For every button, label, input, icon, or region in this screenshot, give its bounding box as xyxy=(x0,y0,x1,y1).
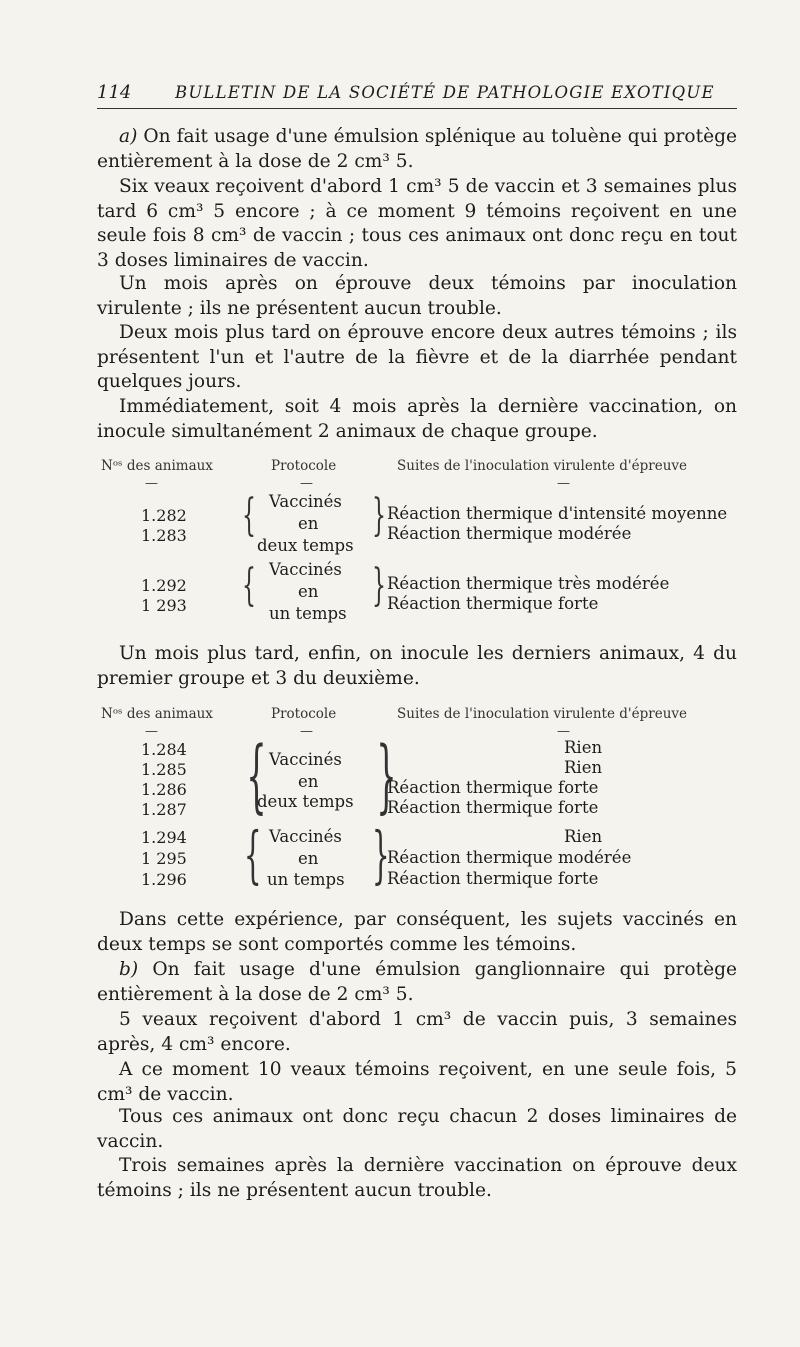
paragraph-10: A ce moment 10 veaux témoins reçoivent, en une seule fois, 5 cm³ de vaccin. xyxy=(97,1059,737,1105)
paragraph-3: Un mois après on éprouve deux témoins par inoculation virulente ; ils ne présentent aucun trouble. xyxy=(97,273,737,319)
table1-brace-right: } xyxy=(372,490,386,541)
paragraph-a-text: On fait usage d'une émulsion splénique au toluène qui protège entièrement à la dose de 2 cm³ 5. xyxy=(97,126,737,172)
table1-protocol: en xyxy=(298,514,319,533)
results-table-2 xyxy=(97,706,747,896)
paragraph-b xyxy=(97,958,737,1007)
table1-header-results: Suites de l'inoculation virulente d'épreuve xyxy=(397,458,687,474)
paragraph-7: Dans cette expérience, par conséquent, les sujets vaccinés en deux temps se sont comportés comme les témoins. xyxy=(97,909,737,955)
table1-brace-left: { xyxy=(242,560,256,611)
table1-animal: 1.292 xyxy=(141,576,187,595)
table2-result: Réaction thermique forte xyxy=(387,869,599,888)
table1-protocol: Vaccinés xyxy=(269,560,342,579)
table2-protocol: deux temps xyxy=(257,792,354,811)
table2-brace-right: } xyxy=(371,818,390,891)
table2-protocol: Vaccinés xyxy=(269,827,342,846)
table1-animal: 1 293 xyxy=(141,596,187,615)
table1-protocol: Vaccinés xyxy=(269,492,342,511)
table2-animal: 1.286 xyxy=(141,780,187,799)
paragraph-a xyxy=(97,125,737,174)
table2-animal: 1.296 xyxy=(141,870,187,889)
table1-protocol: en xyxy=(298,582,319,601)
table2-result: Réaction thermique forte xyxy=(387,778,599,797)
table1-animal: 1.282 xyxy=(141,506,187,525)
table2-animal: 1.284 xyxy=(141,740,187,759)
paragraph-5: Immédiatement, soit 4 mois après la dernière vaccination, on inocule simultanément 2 animaux de chaque groupe. xyxy=(97,396,737,442)
paragraph-11: Tous ces animaux ont donc reçu chacun 2 doses liminaires de vaccin. xyxy=(97,1106,737,1152)
table2-dash: — xyxy=(145,724,158,739)
table2-protocol: Vaccinés xyxy=(269,750,342,769)
table2-result: Rien xyxy=(564,758,603,777)
table2-animal: 1.294 xyxy=(141,828,187,847)
table2-result: Réaction thermique forte xyxy=(387,798,599,817)
section-label-a: a) xyxy=(119,126,138,147)
table2-result: Rien xyxy=(564,827,603,846)
table1-brace-left: { xyxy=(242,490,256,541)
table1-dash: — xyxy=(300,476,313,491)
table1-result: Réaction thermique modérée xyxy=(387,524,632,543)
table1-animal: 1.283 xyxy=(141,526,187,545)
paragraph-4: Deux mois plus tard on éprouve encore deux autres témoins ; ils présentent l'un et l'autre de la fièvre et de la diarrhée pendant quelques jours. xyxy=(97,322,737,392)
table2-protocol: en xyxy=(298,772,319,791)
table1-result: Réaction thermique très modérée xyxy=(387,574,670,593)
table2-header-protocol: Protocole xyxy=(271,706,337,722)
table2-protocol: en xyxy=(298,849,319,868)
paragraph-2: Six veaux reçoivent d'abord 1 cm³ 5 de vaccin et 3 semaines plus tard 6 cm³ 5 encore ; à ce moment 9 témoins reçoivent en une seule fois 8 cm³ de vaccin ; tous ces animaux ont donc reçu en tout 3 doses liminaires de vaccin. xyxy=(97,176,737,271)
section-label-b: b) xyxy=(119,959,139,980)
table2-brace-left: { xyxy=(243,818,262,891)
table2-result: Réaction thermique modérée xyxy=(387,848,632,867)
table2-dash: — xyxy=(557,724,570,739)
table2-animal: 1.287 xyxy=(141,800,187,819)
paragraph-12: Trois semaines après la dernière vaccination on éprouve deux témoins ; ils ne présentent aucun trouble. xyxy=(97,1155,737,1201)
table2-header-animals: Nᵒˢ des animaux xyxy=(101,706,213,722)
table2-brace-right: } xyxy=(376,729,397,822)
paragraph-b-text: On fait usage d'une émulsion ganglionnaire qui protège entièrement à la dose de 2 cm³ 5. xyxy=(97,959,737,1005)
table1-header-protocol: Protocole xyxy=(271,458,337,474)
table2-protocol: un temps xyxy=(267,870,345,889)
table2-animal: 1.285 xyxy=(141,760,187,779)
table1-brace-right: } xyxy=(372,560,386,611)
journal-title: BULLETIN DE LA SOCIÉTÉ DE PATHOLOGIE EXOTIQUE xyxy=(175,83,715,102)
paragraph-9: 5 veaux reçoivent d'abord 1 cm³ de vaccin puis, 3 semaines après, 4 cm³ encore. xyxy=(97,1009,737,1055)
table2-brace-left: { xyxy=(246,729,267,822)
page-number: 114 xyxy=(97,82,132,103)
results-table-1 xyxy=(97,458,747,628)
table2-dash: — xyxy=(300,724,313,739)
table1-dash: — xyxy=(557,476,570,491)
running-header xyxy=(97,82,737,109)
table1-header-animals: Nᵒˢ des animaux xyxy=(101,458,213,474)
paragraph-6: Un mois plus tard, enfin, on inocule les derniers animaux, 4 du premier groupe et 3 du deuxième. xyxy=(97,643,737,689)
table1-protocol: un temps xyxy=(269,604,347,623)
table1-dash: — xyxy=(145,476,158,491)
table2-result: Rien xyxy=(564,738,603,757)
table1-result: Réaction thermique d'intensité moyenne xyxy=(387,504,728,523)
table2-animal: 1 295 xyxy=(141,849,187,868)
table2-header-results: Suites de l'inoculation virulente d'épreuve xyxy=(397,706,687,722)
table1-protocol: deux temps xyxy=(257,536,354,555)
table1-result: Réaction thermique forte xyxy=(387,594,599,613)
